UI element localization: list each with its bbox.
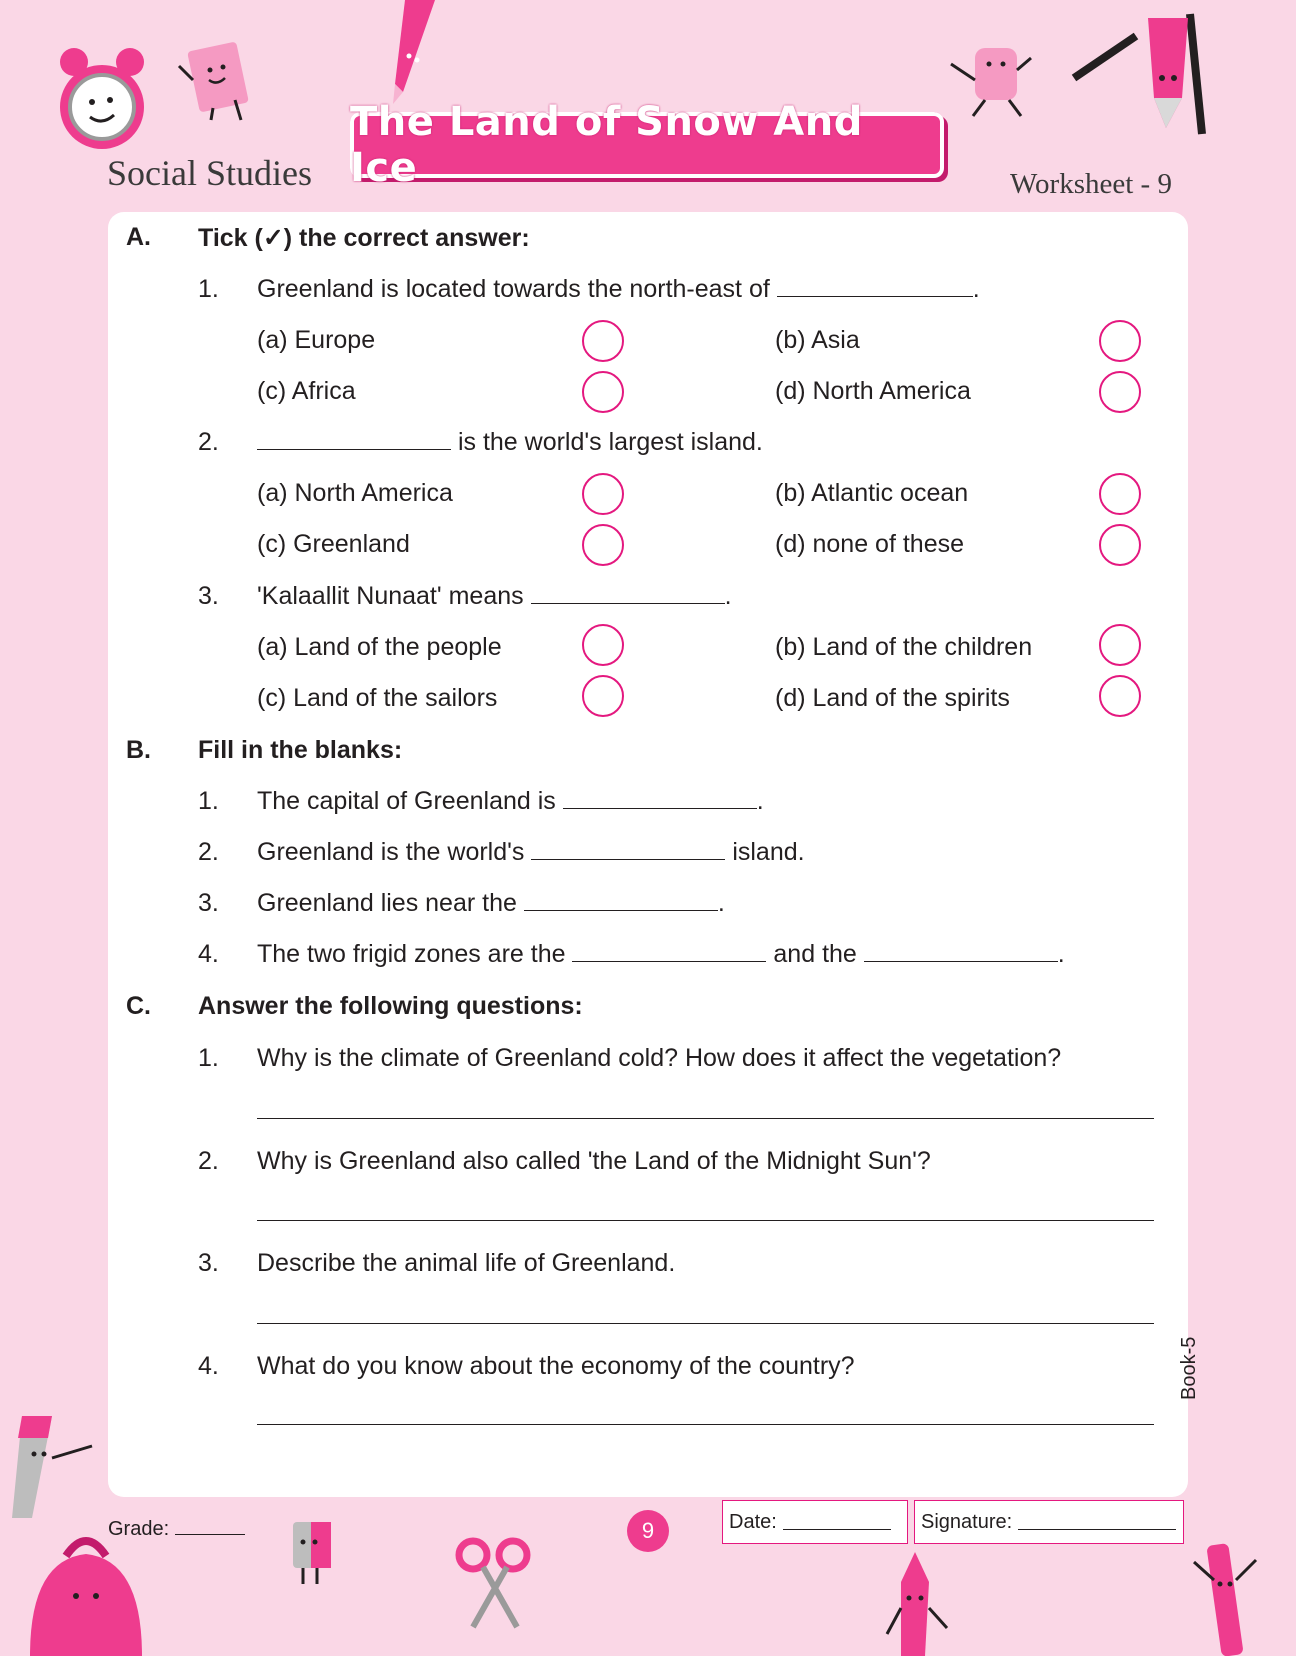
section-b-title: Fill in the blanks: xyxy=(198,736,403,764)
option-label: (a) Europe xyxy=(257,326,376,354)
question-number: 1. xyxy=(198,1044,219,1072)
answer-blank[interactable] xyxy=(257,429,451,450)
answer-circle[interactable] xyxy=(1099,473,1141,515)
grade-field: Grade: xyxy=(108,1518,245,1541)
question-text: Greenland is located towards the north-east of . xyxy=(257,275,980,303)
worksheet-title-banner xyxy=(350,99,944,191)
answer-line[interactable] xyxy=(257,1323,1154,1324)
answer-circle[interactable] xyxy=(1099,624,1141,666)
section-c-letter: C. xyxy=(126,992,151,1020)
question-text: Why is Greenland also called 'the Land of the Midnight Sun'? xyxy=(257,1147,931,1175)
date-field[interactable]: Date: xyxy=(722,1500,908,1544)
answer-blank[interactable] xyxy=(531,583,725,604)
question-text: 'Kalaallit Nunaat' means . xyxy=(257,582,732,610)
option-label: (c) Africa xyxy=(257,377,356,405)
answer-circle[interactable] xyxy=(1099,320,1141,362)
answer-line[interactable] xyxy=(257,1424,1154,1425)
crayon-character-illustration xyxy=(885,1548,955,1656)
answer-blank[interactable] xyxy=(572,941,766,962)
answer-line[interactable] xyxy=(257,1118,1154,1119)
worksheet-number: Worksheet - 9 xyxy=(1010,168,1172,200)
question-number: 4. xyxy=(198,1352,219,1380)
scissors-illustration xyxy=(455,1535,535,1631)
answer-circle[interactable] xyxy=(1099,675,1141,717)
question-text: Why is the climate of Greenland cold? How does it affect the vegetation? xyxy=(257,1044,1062,1072)
question-number: 3. xyxy=(198,582,219,610)
question-text: is the world's largest island. xyxy=(257,428,763,457)
page-number: 9 xyxy=(627,1510,669,1552)
sharpener-character-illustration xyxy=(285,1518,345,1590)
answer-blank[interactable] xyxy=(777,276,973,297)
answer-line[interactable] xyxy=(257,1220,1154,1221)
section-a-letter: A. xyxy=(126,223,151,251)
alarm-clock-illustration xyxy=(52,42,152,152)
option-label: (b) Asia xyxy=(775,326,860,354)
question-text: What do you know about the economy of the country? xyxy=(257,1352,855,1380)
answer-circle[interactable] xyxy=(1099,524,1141,566)
option-label: (a) North America xyxy=(257,479,453,507)
grade-blank[interactable] xyxy=(175,1520,245,1535)
notebook-character-illustration xyxy=(175,40,260,125)
section-a-title: Tick (✓) the correct answer: xyxy=(198,224,530,252)
question-number: 4. xyxy=(198,940,219,968)
option-label: (d) North America xyxy=(775,377,971,405)
pencil-character-illustration xyxy=(1070,8,1210,138)
pen-character-illustration xyxy=(1190,1540,1274,1656)
question-number: 1. xyxy=(198,275,219,303)
answer-circle[interactable] xyxy=(582,473,624,515)
book-label: Book-5 xyxy=(1178,1336,1200,1400)
answer-blank[interactable] xyxy=(524,890,718,911)
question-number: 1. xyxy=(198,787,219,815)
question-text: Describe the animal life of Greenland. xyxy=(257,1249,676,1277)
answer-blank[interactable] xyxy=(531,839,725,860)
answer-circle[interactable] xyxy=(582,320,624,362)
signature-field[interactable]: Signature: xyxy=(914,1500,1184,1544)
option-label: (d) Land of the spirits xyxy=(775,684,1010,712)
question-text: The capital of Greenland is . xyxy=(257,787,764,815)
ruler-character-illustration xyxy=(8,1408,98,1528)
question-number: 3. xyxy=(198,1249,219,1277)
option-label: (b) Atlantic ocean xyxy=(775,479,969,507)
option-label: (b) Land of the children xyxy=(775,633,1033,661)
section-c-title: Answer the following questions: xyxy=(198,992,583,1020)
option-label: (d) none of these xyxy=(775,530,965,558)
answer-blank[interactable] xyxy=(563,788,757,809)
question-number: 2. xyxy=(198,838,219,866)
question-text: Greenland is the world's island. xyxy=(257,838,805,866)
question-number: 3. xyxy=(198,889,219,917)
answer-circle[interactable] xyxy=(582,524,624,566)
question-text: The two frigid zones are the and the . xyxy=(257,940,1065,968)
subject-label: Social Studies xyxy=(107,153,312,193)
answer-circle[interactable] xyxy=(1099,371,1141,413)
answer-circle[interactable] xyxy=(582,371,624,413)
section-b-letter: B. xyxy=(126,736,151,764)
option-label: (c) Greenland xyxy=(257,530,410,558)
question-number: 2. xyxy=(198,1147,219,1175)
question-number: 2. xyxy=(198,428,219,456)
eraser-character-illustration xyxy=(945,40,1035,120)
question-text: Greenland lies near the . xyxy=(257,889,725,917)
answer-circle[interactable] xyxy=(582,675,624,717)
option-label: (a) Land of the people xyxy=(257,633,502,661)
option-label: (c) Land of the sailors xyxy=(257,684,498,712)
answer-blank[interactable] xyxy=(864,941,1058,962)
answer-circle[interactable] xyxy=(582,624,624,666)
page-title: The Land of Snow And Ice xyxy=(350,99,863,191)
crayon-illustration xyxy=(375,0,445,110)
